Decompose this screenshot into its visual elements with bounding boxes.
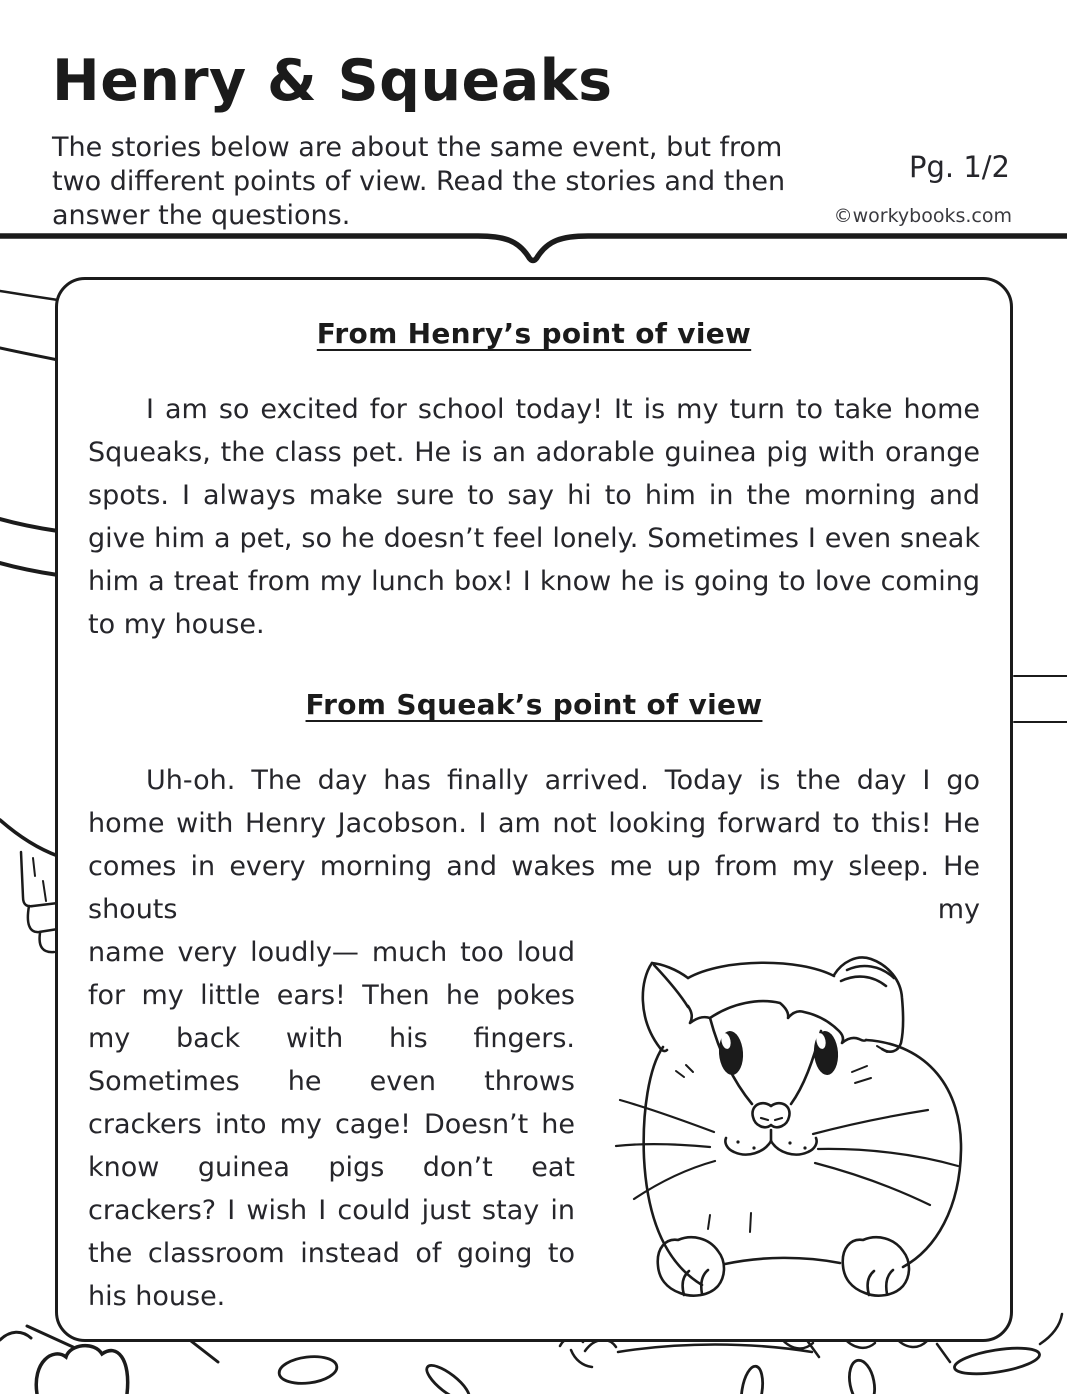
story-1-heading: From Henry’s point of view	[316, 317, 752, 350]
story-2-text: Uh-oh. The day has finally arrived. Today is the day I go home with Henry Jacobson. I am not looking forward to this! He comes in every morning and wakes me up from my sleep. He shouts my	[88, 765, 980, 925]
watermark: ©workybooks.com	[833, 205, 1012, 227]
instructions-text: The stories below are about the same event, but from two different points of view. Read the stories and then answer the questions.	[52, 132, 786, 231]
story-2-text-wrapped: name very loudly— much too loud for my little ears! Then he pokes my back with his fingers. Sometimes he even throws crackers into my cage! Doesn’t he know guinea pigs don’t eat crackers? I wish I could just stay in the classroom instead of going to his house.	[88, 937, 575, 1312]
page-title: Henry & Squeaks	[52, 48, 613, 114]
page-number: Pg. 1/2	[908, 150, 1010, 184]
story-card	[55, 277, 1013, 1342]
story-1-text: I am so excited for school today! It is my turn to take home Squeaks, the class pet. He is an adorable guinea pig with orange spots. I always make sure to say hi to him in the morning and give him a pet, so he doesn’t feel lonely. Sometimes I even sneak him a treat from my lunch box! I know he is going to love coming to my house.	[88, 394, 980, 640]
story-2-heading: From Squeak’s point of view	[305, 688, 763, 721]
guinea-pig-illustration	[614, 936, 1013, 1330]
